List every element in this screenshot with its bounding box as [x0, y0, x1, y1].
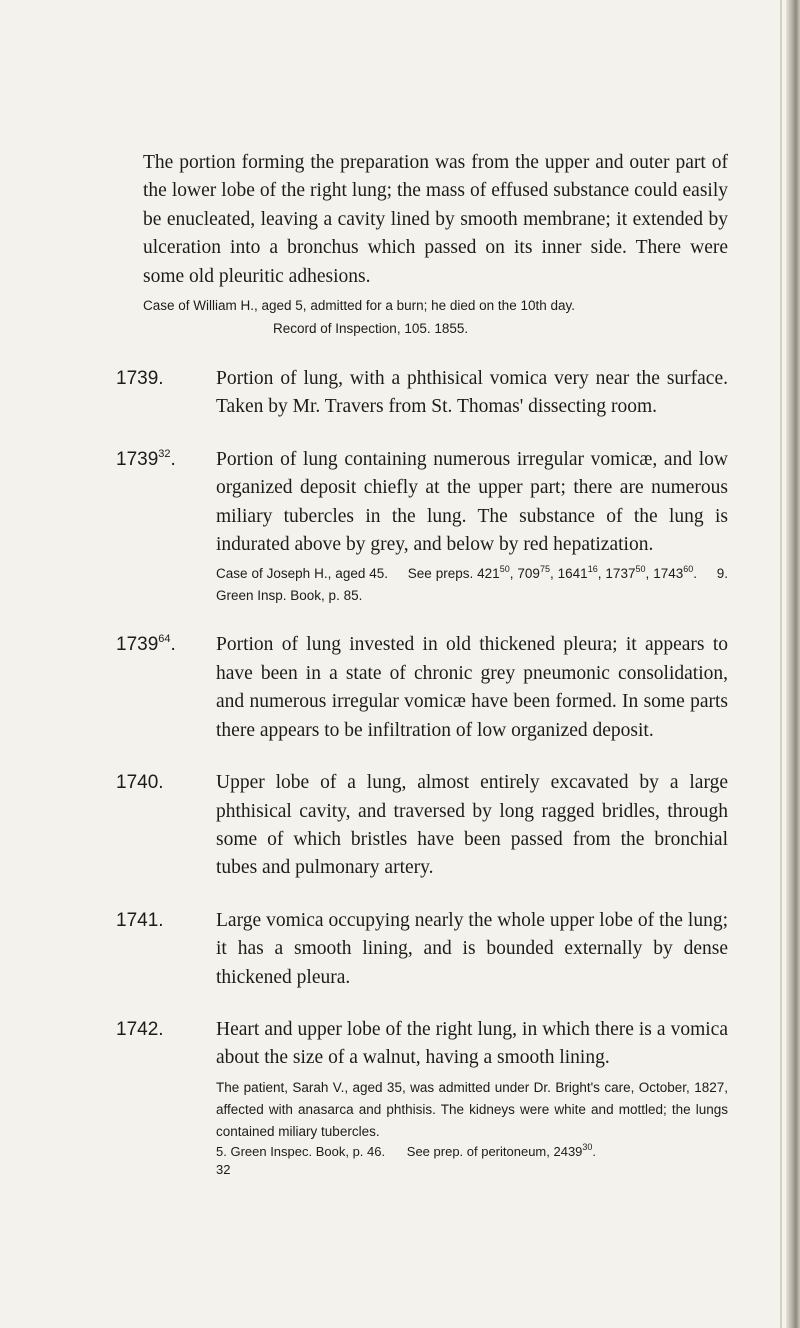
entry-text: Upper lobe of a lung, almost entirely excavated by a large phthisical cavity, and traversed by long ragged bridles, through some of which bristles have been passed from the bronchial tubes and pulmonary artery.: [216, 772, 728, 879]
entry-1739: [116, 365, 728, 422]
page-content: [116, 149, 728, 1179]
entry-1741: [116, 907, 728, 992]
page-fold-line: [780, 0, 782, 1328]
entry-text: Portion of lung, with a phthisical vomica very near the surface. Taken by Mr. Travers from St. Thomas' dissecting room.: [216, 368, 728, 418]
entry-1742: [116, 1016, 728, 1179]
page-edge: [786, 0, 800, 1328]
entry-text: Portion of lung invested in old thickened pleura; it appears to have been in a state of chronic grey pneumonic consolidation, and numerous irregular vomicæ have been formed. In some parts there appears to be infiltration of low organized deposit.: [216, 634, 728, 741]
entry-case-note: Case of Joseph H., aged 45. See preps. $421^{50}$, $709^{75}$, 1641$^{16}$, 1737$^{50}$, 1743$^{60}$. 9. Green Insp. Book, p. 85.: [216, 564, 728, 604]
entry-text: Portion of lung containing numerous irregular vomicæ, and low organized deposit chiefly at the upper part; there are numerous miliary tubercles in the lung. The substance of the lung is indurated above by grey, and below by red hepatization.: [216, 448, 728, 556]
entry-1740: [116, 769, 728, 883]
entry-1739-64: [116, 631, 728, 745]
entry-text: Large vomica occupying nearly the whole upper lobe of the lung; it has a smooth lining, and is bounded externally by dense thickened pleura.: [216, 909, 728, 988]
entry-text: Heart and upper lobe of the right lung, in which there is a vomica about the size of a walnut, having a smooth lining.: [216, 1018, 728, 1069]
entry-number: 1741.: [116, 909, 164, 931]
intro-record: Record of Inspection, 105. 1855.: [273, 321, 469, 337]
entry-number: 1740.: [116, 772, 164, 794]
entry-number: 1739$^{64}$.: [116, 633, 176, 656]
entry-number: 1739$^{32}$.: [116, 447, 176, 470]
intro-case-note: Case of William H., aged 5, admitted for a burn; he died on the 10th day.: [143, 298, 575, 314]
entry-number: 1742.: [116, 1018, 164, 1040]
entry-case-note: The patient, Sarah V., aged 35, was admitted under Dr. Bright's care, October, 1827, affected with anasarca and phthisis. The kidneys were white and mottled; the lungs contained miliary tubercles.: [216, 1079, 728, 1139]
intro-paragraph: The portion forming the preparation was from the upper and outer part of the lower lobe of the right lung; the mass of effused substance could easily be enucleated, leaving a cavity lined by smooth membrane; it extended by ulceration into a bronchus which passed on its inner side. There were some old pleuritic adhesions.: [143, 152, 728, 287]
entry-1739-32: [116, 446, 728, 608]
signature-mark: 32: [216, 1161, 231, 1177]
entry-references: 5. Green Inspec. Book, p. 46. See prep. of peritoneum, 2439$^{30}$.: [216, 1141, 597, 1159]
entry-number: 1739.: [116, 368, 164, 390]
